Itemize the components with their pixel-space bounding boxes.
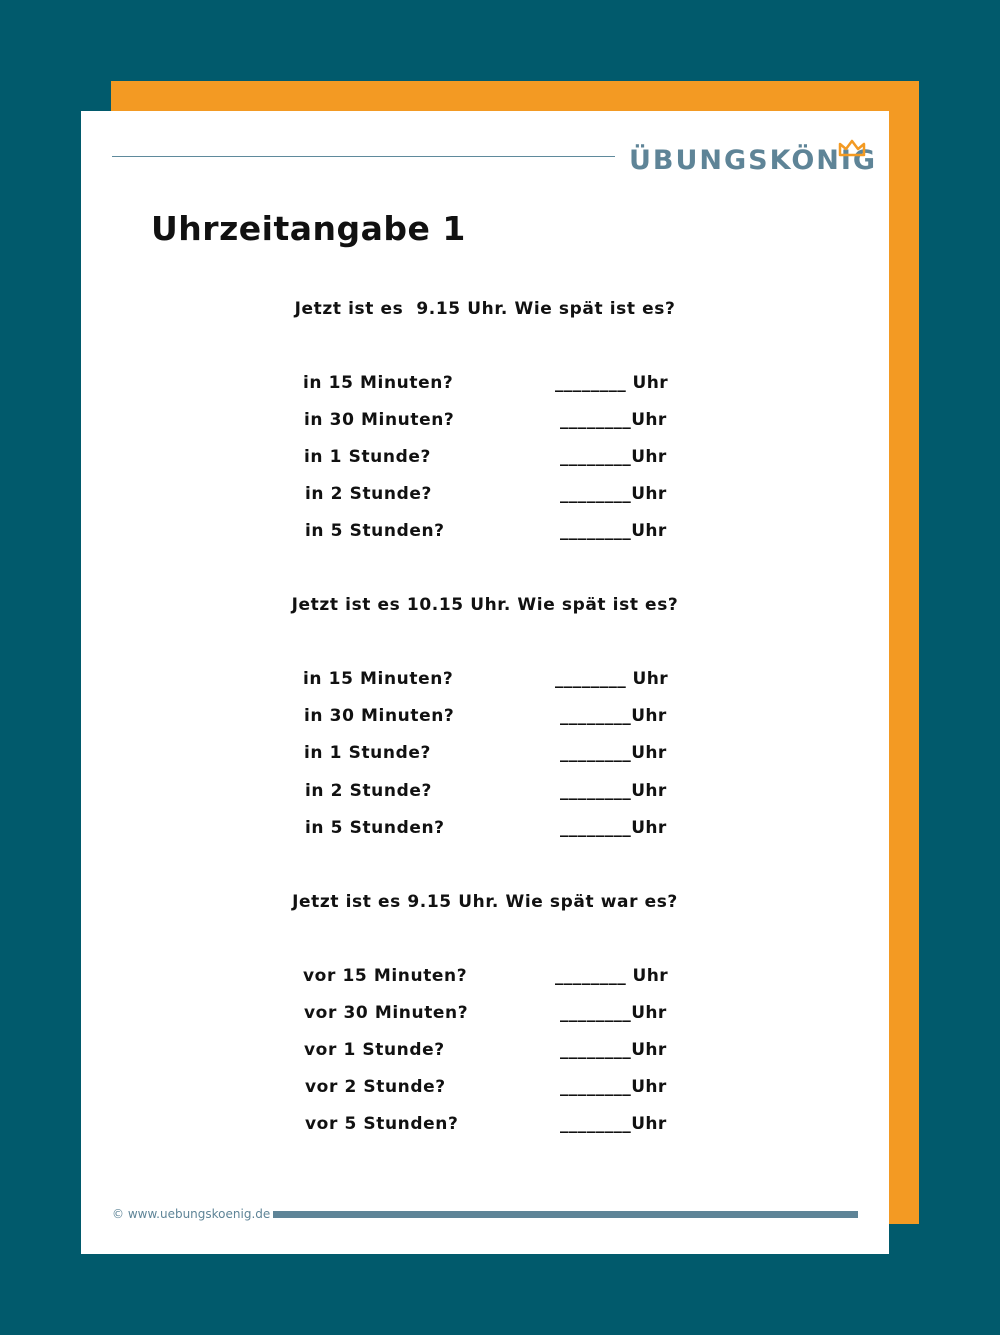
answer-blank: ________Uhr [560, 743, 667, 763]
question-label: in 30 Minuten? [304, 410, 455, 430]
header-divider [112, 156, 615, 157]
question-label: in 2 Stunde? [305, 484, 432, 504]
answer-blank: ________Uhr [560, 1003, 667, 1023]
question-label: vor 30 Minuten? [304, 1003, 469, 1023]
question-label: in 15 Minuten? [303, 669, 454, 689]
footer-copyright: © www.uebungskoenig.de [112, 1207, 271, 1221]
question-label: in 2 Stunde? [305, 781, 432, 801]
answer-blank: ________Uhr [560, 1114, 667, 1134]
question-label: in 1 Stunde? [304, 447, 431, 467]
question-label: in 5 Stunden? [305, 818, 445, 838]
question-label: in 15 Minuten? [303, 373, 454, 393]
answer-blank: ________Uhr [560, 410, 667, 430]
answer-blank: ________ Uhr [555, 373, 669, 393]
answer-blank: ________Uhr [560, 447, 667, 467]
brand-logo-text: ÜBUNGSKÖNIG [629, 145, 878, 176]
question-label: vor 5 Stunden? [305, 1114, 459, 1134]
answer-blank: ________Uhr [560, 706, 667, 726]
section-heading: Jetzt ist es 9.15 Uhr. Wie spät ist es? [294, 299, 676, 319]
answer-blank: ________ Uhr [555, 669, 669, 689]
answer-blank: ________Uhr [560, 818, 667, 838]
question-label: in 1 Stunde? [304, 743, 431, 763]
question-label: vor 2 Stunde? [305, 1077, 446, 1097]
footer-bar [273, 1211, 858, 1218]
answer-blank: ________ Uhr [555, 966, 669, 986]
question-label: vor 15 Minuten? [303, 966, 468, 986]
page-title: Uhrzeitangabe 1 [151, 209, 466, 248]
answer-blank: ________Uhr [560, 521, 667, 541]
answer-blank: ________Uhr [560, 1040, 667, 1060]
question-label: in 5 Stunden? [305, 521, 445, 541]
section-heading: Jetzt ist es 10.15 Uhr. Wie spät ist es? [291, 595, 679, 615]
question-label: vor 1 Stunde? [304, 1040, 445, 1060]
worksheet-page [81, 111, 889, 1254]
answer-blank: ________Uhr [560, 781, 667, 801]
section-heading: Jetzt ist es 9.15 Uhr. Wie spät war es? [292, 892, 678, 912]
crown-icon [838, 139, 866, 157]
answer-blank: ________Uhr [560, 484, 667, 504]
question-label: in 30 Minuten? [304, 706, 455, 726]
answer-blank: ________Uhr [560, 1077, 667, 1097]
